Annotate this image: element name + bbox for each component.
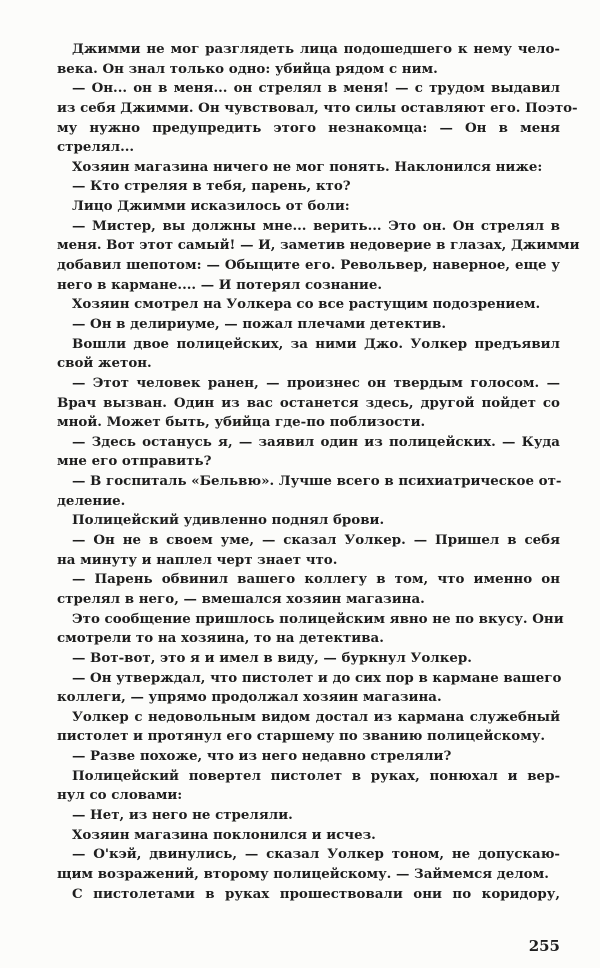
text-line: — Он не в своем уме, — сказал Уолкер. — Пришел в себя bbox=[72, 532, 560, 549]
paragraph bbox=[57, 767, 560, 806]
text-line: мне его отправить? bbox=[57, 453, 212, 470]
text-line: Это сообщение пришлось полицейским явно не по вкусу. Они bbox=[72, 610, 564, 627]
text-line: — О'кэй, двинулись, — сказал Уолкер тоном, не допускаю- bbox=[72, 846, 560, 863]
text-line: С пистолетами в руках прошествовали они по коридору, bbox=[72, 885, 560, 902]
paragraph bbox=[57, 885, 560, 905]
paragraph bbox=[57, 217, 580, 296]
text-line: Лицо Джимми исказилось от боли: bbox=[72, 198, 350, 215]
text-line: — Этот человек ранен, — произнес он твердым голосом. — bbox=[72, 374, 560, 391]
paragraph bbox=[57, 826, 560, 846]
text-line: — Мистер, вы должны мне... верить... Это он. Он стрелял в bbox=[72, 217, 560, 234]
text-line: деление. bbox=[57, 492, 126, 509]
paragraph bbox=[57, 433, 560, 472]
text-line: стрелял... bbox=[57, 139, 135, 156]
text-line: стрелял в него, — вмешался хозяин магазина. bbox=[57, 590, 425, 607]
paragraph bbox=[57, 649, 560, 669]
text-line: Вошли двое полицейских, за ними Джо. Уолкер предъявил bbox=[72, 335, 560, 352]
text-line: свой жетон. bbox=[57, 355, 152, 372]
text-line: — Он... он в меня... он стрелял в меня! — с трудом выдавил bbox=[72, 80, 560, 97]
text-line: пистолет и протянул его старшему по званию полицейскому. bbox=[57, 728, 546, 745]
page-body-text bbox=[57, 40, 580, 904]
text-line: — Парень обвинил вашего коллегу в том, что именно он bbox=[72, 571, 560, 588]
text-line: му нужно предупредить этого незнакомца: — Он в меня bbox=[57, 119, 560, 136]
text-line: Полицейский удивленно поднял брови. bbox=[72, 512, 385, 529]
paragraph bbox=[57, 472, 560, 511]
text-line: добавил шепотом: — Обыщите его. Револьвер, наверное, еще у bbox=[57, 257, 560, 274]
text-line: Уолкер с недовольным видом достал из кармана служебный bbox=[72, 708, 560, 725]
paragraph bbox=[57, 374, 560, 433]
text-line: — Разве похоже, что из него недавно стреляли? bbox=[72, 748, 452, 765]
text-line: коллеги, — упрямо продолжал хозяин магазина. bbox=[57, 689, 442, 706]
text-line: — Он утверждал, что пистолет и до сих пор в кармане вашего bbox=[72, 669, 562, 686]
text-line: — Вот-вот, это я и имел в виду, — буркнул Уолкер. bbox=[72, 649, 472, 666]
paragraph bbox=[57, 531, 560, 570]
text-line: него в кармане.... — И потерял сознание. bbox=[57, 276, 383, 293]
paragraph bbox=[57, 610, 564, 649]
text-line: Полицейский повертел пистолет в руках, понюхал и вер- bbox=[72, 767, 560, 784]
paragraph bbox=[57, 335, 560, 374]
text-line: — Кто стреляя в тебя, парень, кто? bbox=[72, 178, 351, 195]
text-line: — В госпиталь «Бельвю». Лучше всего в психиатрическое от- bbox=[72, 473, 562, 490]
paragraph bbox=[57, 845, 560, 884]
text-line: Хозяин смотрел на Уолкера со все растущим подозрением. bbox=[72, 296, 541, 313]
text-line: щим возражений, второму полицейскому. — Займемся делом. bbox=[57, 865, 549, 882]
text-line: мной. Может быть, убийца где-по поблизости. bbox=[57, 414, 426, 431]
paragraph bbox=[57, 747, 560, 767]
text-line: — Здесь останусь я, — заявил один из полицейских. — Куда bbox=[72, 433, 560, 450]
paragraph bbox=[57, 40, 560, 79]
text-line: смотрели то на хозяина, то на детектива. bbox=[57, 630, 384, 647]
text-line: Врач вызван. Один из вас останется здесь, другой пойдет со bbox=[57, 394, 560, 411]
text-line: — Нет, из него не стреляли. bbox=[72, 806, 293, 823]
text-line: Джимми не мог разглядеть лица подошедшего к нему чело- bbox=[72, 41, 560, 57]
paragraph bbox=[57, 79, 578, 158]
paragraph bbox=[57, 315, 560, 335]
paragraph bbox=[57, 708, 560, 747]
paragraph bbox=[57, 511, 560, 531]
text-line: меня. Вот этот самый! — И, заметив недоверие в глазах, Джимми bbox=[57, 237, 580, 254]
text-line: нул со словами: bbox=[57, 787, 183, 804]
text-line: века. Он знал только одно: убийца рядом с ним. bbox=[57, 60, 438, 77]
text-line: из себя Джимми. Он чувствовал, что силы оставляют его. Поэто- bbox=[57, 99, 578, 116]
paragraph bbox=[57, 177, 560, 197]
paragraph bbox=[57, 197, 560, 217]
text-line: Хозяин магазина поклонился и исчез. bbox=[72, 826, 376, 843]
text-line: — Он в делириуме, — пожал плечами детектив. bbox=[72, 315, 446, 332]
page-number: 255 bbox=[528, 937, 560, 955]
paragraph bbox=[57, 669, 560, 708]
paragraph bbox=[57, 570, 560, 609]
paragraph bbox=[57, 806, 560, 826]
text-line: на минуту и наплел черт знает что. bbox=[57, 551, 338, 568]
paragraph bbox=[57, 295, 560, 315]
paragraph bbox=[57, 158, 560, 178]
text-line: Хозяин магазина ничего не мог понять. Наклонился ниже: bbox=[72, 158, 543, 175]
